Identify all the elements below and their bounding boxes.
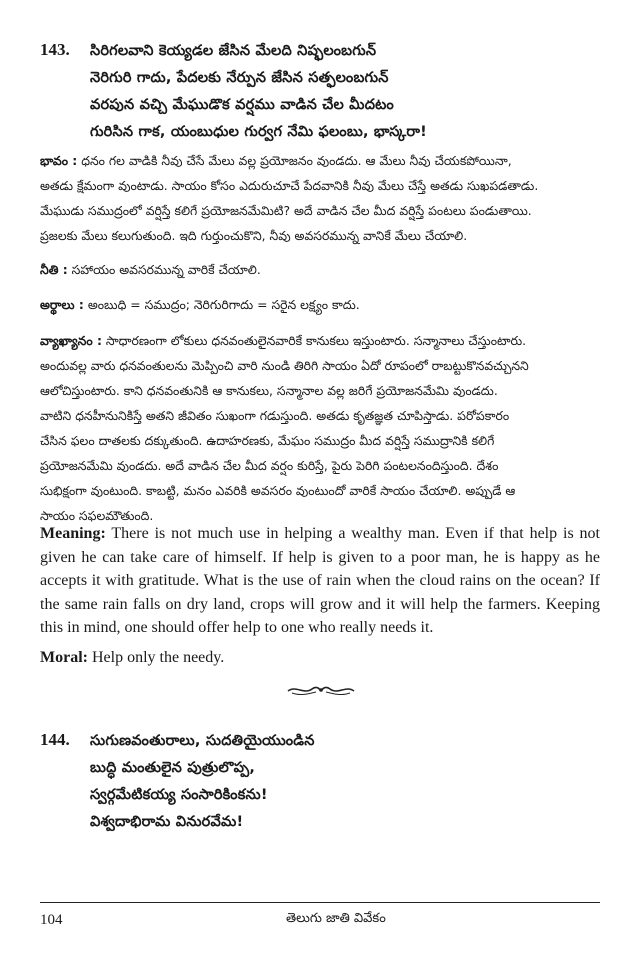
bhavam-line: మేఘుడు సముద్రంలో వర్షిస్తే కలిగే ప్రయోజనమేమిటి? అదే వాడిన చేల మీద వర్షిస్తే పంటలు పండుతాయి. [40,203,532,218]
meaning-label: Meaning: [40,525,106,542]
bhavam-paragraph [40,148,600,248]
vyakhyanam-line: ఆలోచిస్తుంటారు. కాని ధనవంతునికి ఆ కానుకలు, సన్మానాల వల్ల జరిగే ప్రయోజనమేమి వుండదు. [40,383,498,398]
arthalu-paragraph [40,292,600,317]
meaning-text: There is not much use in helping a wealthy man. Even if that help is not given he can take care of himself. If help is given to a poor man, he is happy as he accepts it with gratitude. What is the use of rain when the cloud rains on the ocean? If the same rain falls on dry land, crops will grow and it will help the farmers. Keeping this in mind, one should offer help to one who really needs it. [40,525,600,636]
ornament-divider-icon [286,683,356,697]
neeti-paragraph [40,257,600,282]
verse-number: 143. [40,40,70,59]
neeti-label: నీతి : [40,262,68,277]
verse-line: గురిసిన గాక, యంబుధుల గుర్వగ నేమి ఫలంబు, భాస్కరా! [90,124,427,140]
verse-line: సుగుణవంతురాలు, సుదతియైయుండిన [90,733,315,749]
verse-line: సిరిగలవాని కెయ్యడల జేసిన మేలది నిష్ఫలంబగున్ [90,43,377,59]
vyakhyanam-line: చేసిన ఫలం దాతలకు దక్కుతుంది. ఉదాహరణకు, మేఘం సముద్రం మీద వర్షిస్తే సముద్రానికి కలిగే [40,433,495,448]
verse-lines [90,728,315,836]
book-title: తెలుగు జాతి వివేకం [286,911,386,926]
verse-line: బుద్ధి మంతులైన పుత్రులొప్ప, [90,760,256,776]
bhavam-line: అతడు క్షేమంగా వుంటాడు. సాయం కోసం ఎదురుచూచే పేదవానికి నీవు మేలు చేస్తే అతడు సుఖపడతాడు. [40,178,539,193]
verse-lines [90,38,427,146]
vyakhyanam-line: అందువల్ల వారు ధనవంతులను మెప్పించి వారి నుండి తిరిగి సాయం ఏదో రూపంలో రాబట్టుకొనవచ్చునని [40,358,529,373]
vyakhyanam-line: వాటిని ధనహీనునికిస్తే అతని జీవితం సుఖంగా గడుస్తుంది. అతడు కృతజ్ఞత చూపిస్తాడు. పరోపకారం [40,408,510,423]
vyakhyanam-line: వ్యాఖ్యానం : సాధారణంగా లోకులు ధనవంతులైనవారికే కానుకలు ఇస్తుంటారు. సన్మానాలు చేస్తుంటారు. [40,333,527,348]
moral-text: Help only the needy. [87,649,225,666]
neeti-text: సహాయం అవసరమున్న వారికే చేయాలి. [67,262,261,277]
verse-144 [40,728,620,838]
verse-line: స్వర్గమేటికయ్య సంసారికింకను! [90,787,268,803]
verse-line: నెరిగురి గాదు, పేదలకు నేర్పున జేసిన సత్ఫలంబగున్ [90,70,389,86]
moral-label: Moral: [40,649,88,666]
verse-line: విశ్వదాభిరామ వినురవేమ! [90,814,244,830]
bhavam-line: భావం : ధనం గల వాడికి నీవు చేసే మేలు వల్ల ప్రయోజనం వుండదు. ఆ మేలు నీవు చేయకపోయినా, [40,153,512,168]
meaning-paragraph [40,522,600,640]
vyakhyanam-line: సుభిక్షంగా వుంటుంది. కాబట్టి, మనం ఎవరికి అవసరం వుంటుందో వారికే సాయం చేయాలి. అప్పుడే ఆ [40,483,516,498]
vyakhyanam-label: వ్యాఖ్యానం : [40,333,102,348]
vyakhyanam-line: సాయం సఫలమౌతుంది. [40,508,154,523]
bhavam-label: భావం : [40,153,78,168]
footer-divider [40,902,600,903]
page-number: 104 [40,912,63,928]
moral-paragraph [40,646,600,670]
arthalu-label: అర్థాలు : [40,297,84,312]
bhavam-line: ప్రజలకు మేలు కలుగుతుంది. ఇది గుర్తుంచుకొని, నీవు అవసరమున్న వానికే మేలు చేయాలి. [40,228,468,243]
vyakhyanam-line: ప్రయోజనమేమి వుండదు. అదే వాడిన చేల మీద వర్షం కురిస్తే, పైరు పెరిగి పంటలనందిస్తుంది. దేశం [40,458,499,473]
verse-number: 144. [40,730,70,749]
verse-line: వరపున వచ్చి మేఘుడొక వర్షము వాడిన చేల మీదటం [90,97,394,113]
verse-143 [40,38,620,148]
arthalu-text: అంబుధి = సముద్రం; నెరిగురిగాదు = సరైన లక్ష్యం కాదు. [83,297,360,312]
vyakhyanam-paragraph [40,328,600,528]
